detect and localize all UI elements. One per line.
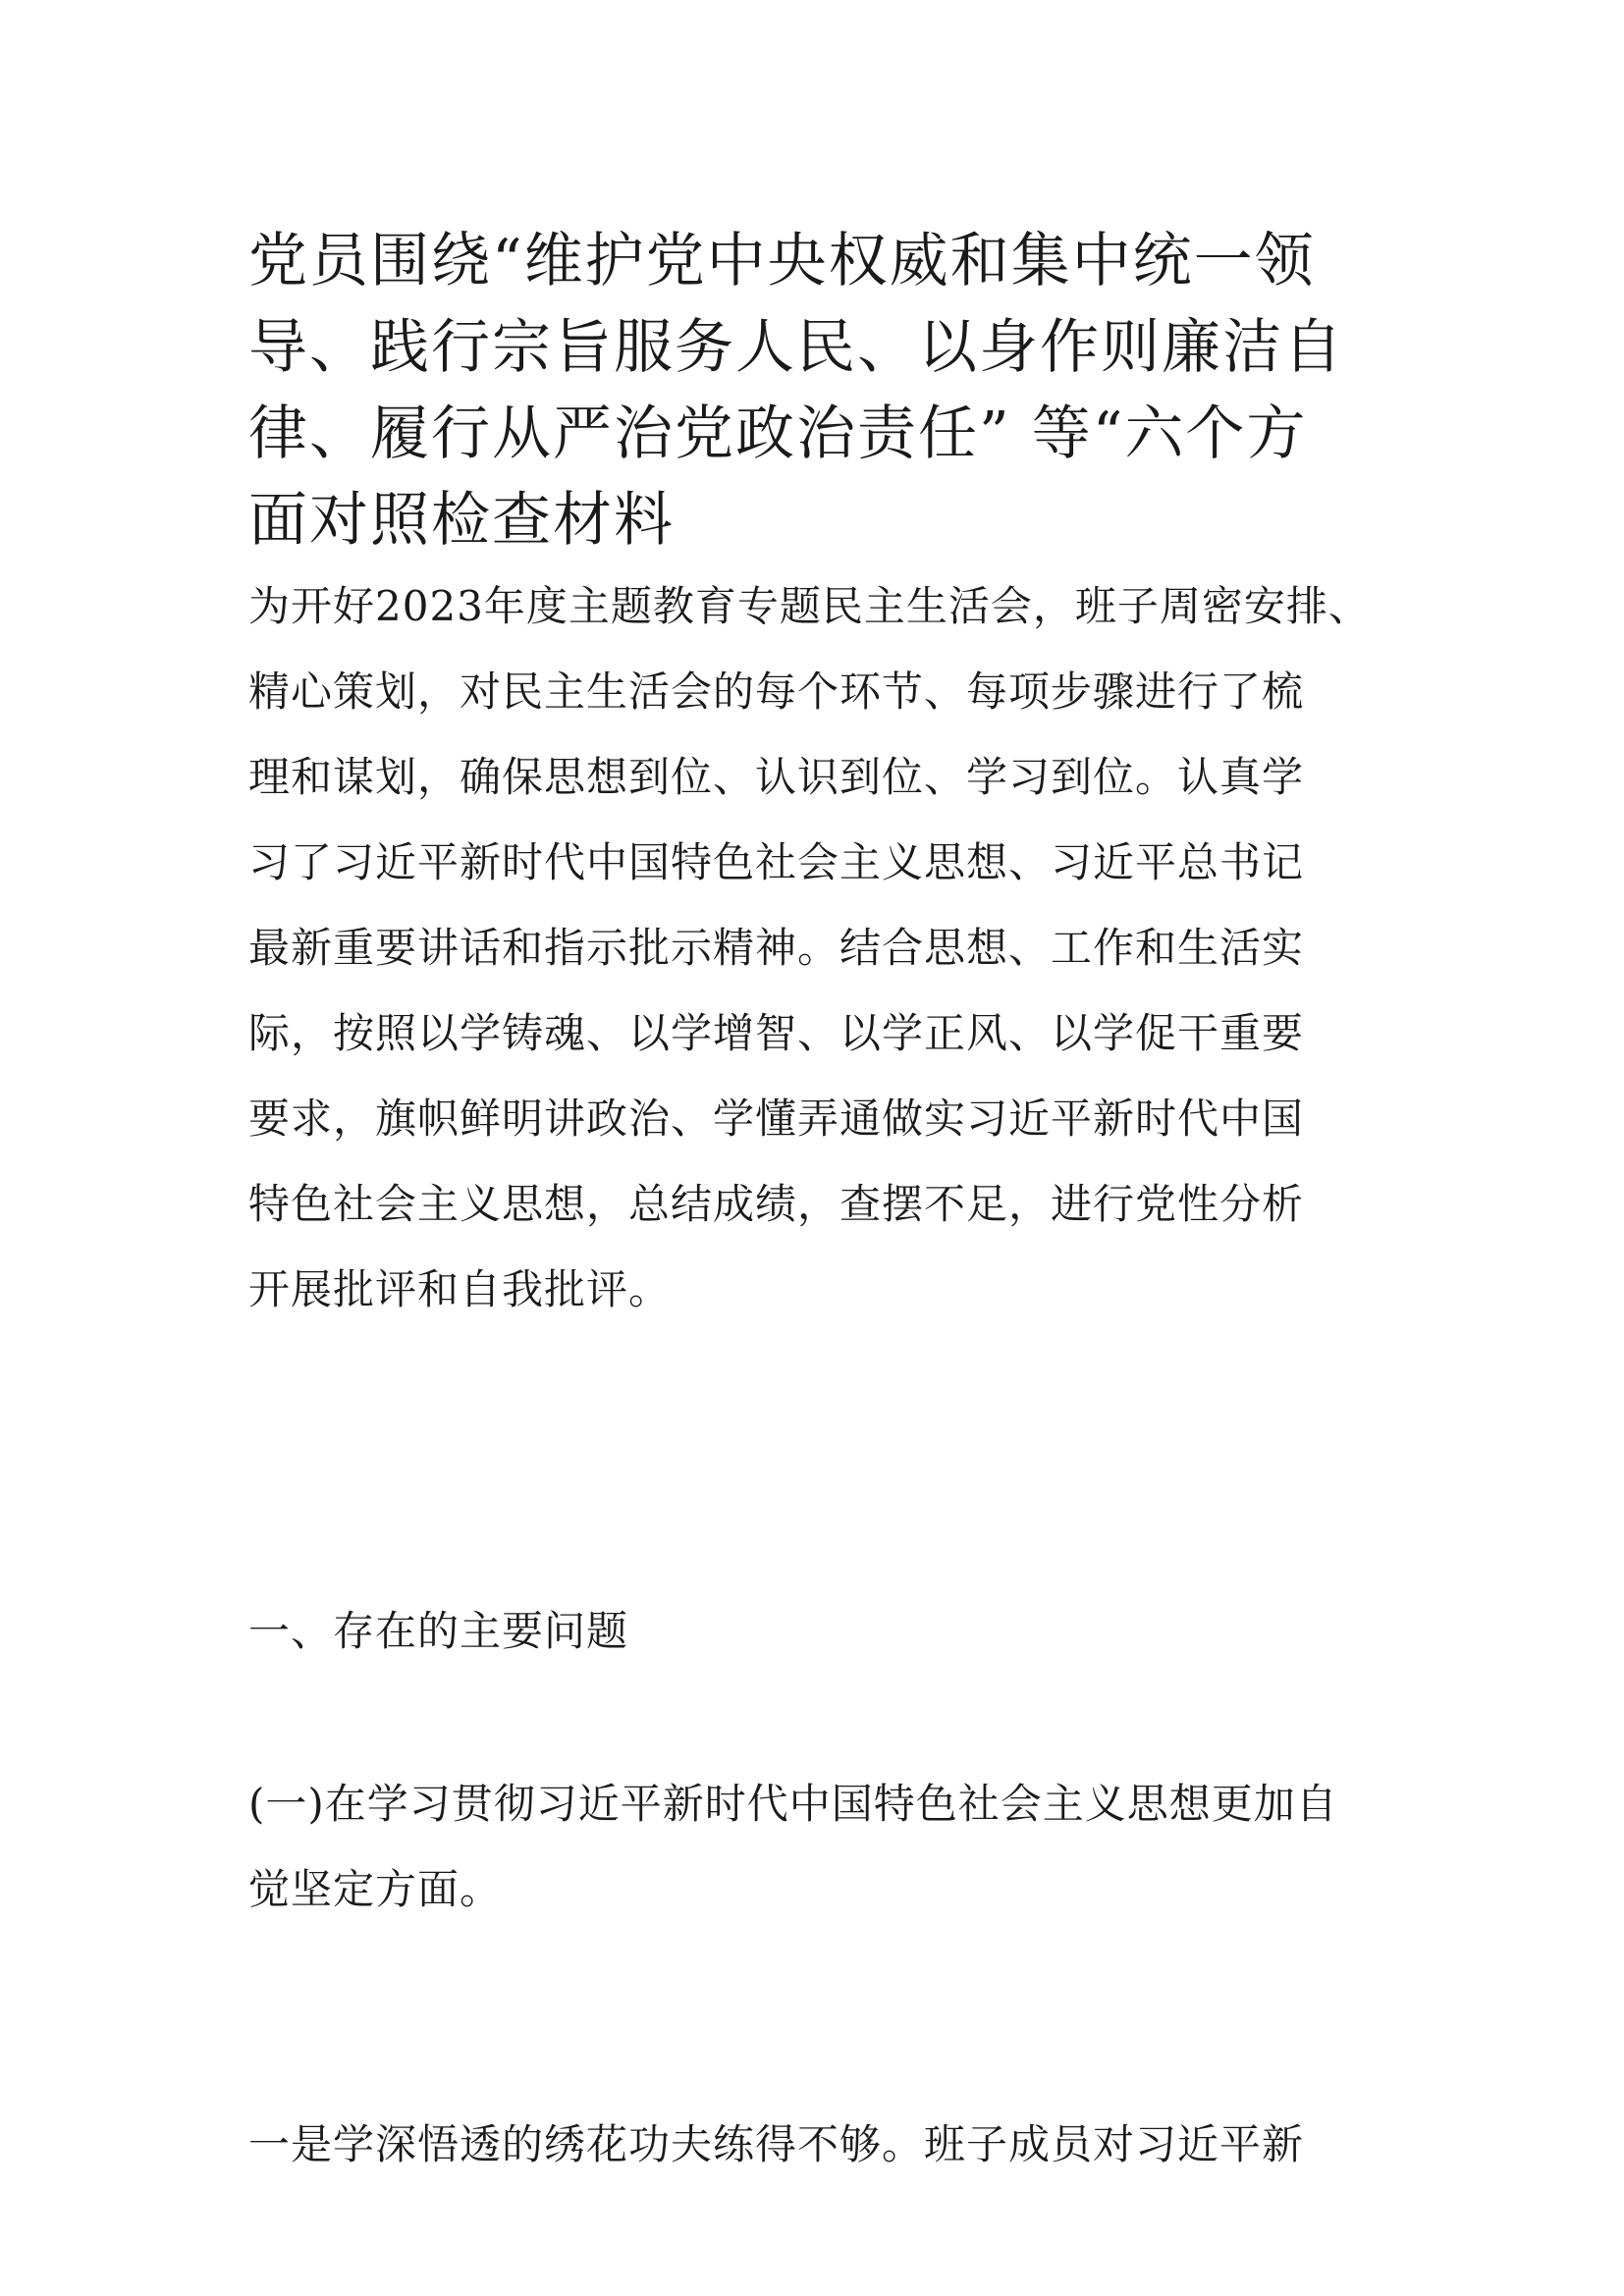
- intro-line: 开展批评和自我批评。: [248, 1265, 672, 1313]
- document-title: [248, 218, 1407, 563]
- subsection-line: 觉坚定方面。: [248, 1865, 503, 1913]
- intro-line: 为开好2023年度主题教育专题民主生活会，班子周密安排、: [248, 582, 1371, 630]
- title-line: 律、履行从严治党政治责任” 等“六个方: [248, 400, 1308, 468]
- intro-line: 习了习近平新时代中国特色社会主义思想、习近平总书记: [248, 838, 1305, 886]
- intro-line: 要求，旗帜鲜明讲政治、学懂弄通做实习近平新时代中国: [248, 1095, 1305, 1143]
- intro-line: 最新重要讲话和指示批示精神。结合思想、工作和生活实: [248, 924, 1305, 972]
- section-heading: 一、存在的主要问题: [248, 1607, 629, 1655]
- point-line: 一是学深悟透的绣花功夫练得不够。班子成员对习近平新: [248, 2120, 1305, 2168]
- intro-line: 精心策划，对民主生活会的每个环节、每项步骤进行了梳: [248, 667, 1305, 716]
- title-line: 导、践行宗旨服务人民、以身作则廉洁自: [248, 313, 1344, 382]
- intro-line: 理和谋划，确保思想到位、认识到位、学习到位。认真学: [248, 753, 1305, 801]
- title-line: 党员围绕“维护党中央权威和集中统一领: [248, 227, 1316, 295]
- title-line: 面对照检查材料: [248, 486, 675, 555]
- subsection-line: (一)在学习贯彻习近平新时代中国特色社会主义思想更加自: [248, 1780, 1338, 1828]
- intro-line: 际，按照以学铸魂、以学增智、以学正风、以学促干重要: [248, 1009, 1305, 1057]
- intro-line: 特色社会主义思想，总结成绩，查摆不足，进行党性分析: [248, 1180, 1305, 1228]
